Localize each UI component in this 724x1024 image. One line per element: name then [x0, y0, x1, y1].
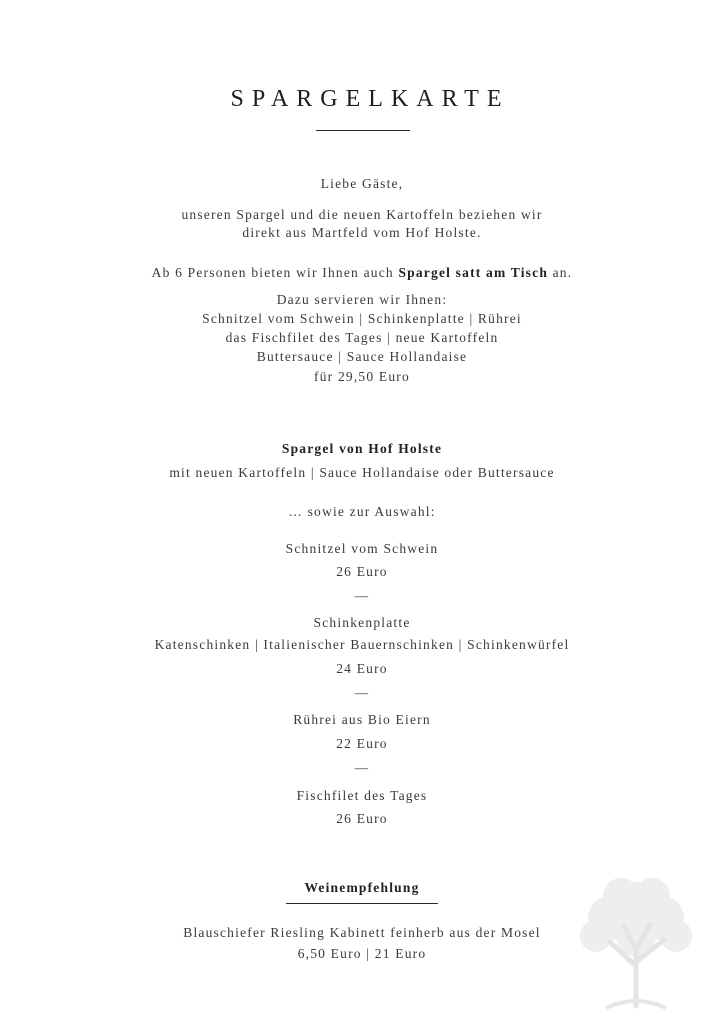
- main-heading: Spargel von Hof Holste: [281, 441, 443, 456]
- dish-name: Rührei aus Bio Eiern: [293, 712, 431, 727]
- wine-name: Blauschiefer Riesling Kabinett feinherb aus der Mosel: [183, 925, 541, 940]
- dish-name: Schinkenplatte: [313, 615, 411, 630]
- offer-text-pre: Ab 6 Personen bieten wir Ihnen auch: [151, 265, 399, 280]
- tree-watermark-icon: [566, 866, 706, 1016]
- intro-line-1: unseren Spargel und die neuen Kartoffeln beziehen wir: [181, 207, 543, 222]
- title-underline: [316, 130, 410, 131]
- dish-name: Fischfilet des Tages: [296, 788, 428, 803]
- dish-price: 26 Euro: [336, 811, 388, 826]
- serve-price: für 29,50 Euro: [314, 369, 410, 384]
- intro-line-2: direkt aus Martfeld vom Hof Holste.: [242, 225, 482, 240]
- dish-price: 24 Euro: [336, 661, 388, 676]
- offer-text-bold: Spargel satt am Tisch: [398, 265, 549, 280]
- serve-intro: Dazu servieren wir Ihnen:: [276, 292, 448, 307]
- serve-line-1: Schnitzel vom Schwein | Schinkenplatte | Rührei: [202, 311, 522, 326]
- dish-price: 22 Euro: [336, 736, 388, 751]
- serve-line-2: das Fischfilet des Tages | neue Kartoffeln: [225, 330, 499, 345]
- wine-underline: [286, 903, 438, 904]
- offer-text-post: an.: [548, 265, 573, 280]
- dish-separator: —: [354, 760, 370, 775]
- page-title: SPARGELKARTE: [230, 86, 510, 112]
- offer-line: [0, 263, 724, 283]
- dish-price: 26 Euro: [336, 564, 388, 579]
- dish-separator: —: [354, 588, 370, 603]
- serve-line-3: Buttersauce | Sauce Hollandaise: [256, 349, 468, 364]
- intro-greeting: Liebe Gäste,: [320, 176, 404, 191]
- wine-price: 6,50 Euro | 21 Euro: [297, 946, 427, 961]
- dish-separator: —: [354, 685, 370, 700]
- main-subheading: mit neuen Kartoffeln | Sauce Hollandaise oder Buttersauce: [169, 465, 555, 480]
- choice-intro: … sowie zur Auswahl:: [288, 504, 436, 519]
- dish-name: Schnitzel vom Schwein: [285, 541, 439, 556]
- dish-detail: Katenschinken | Italienischer Bauernschinken | Schinkenwürfel: [154, 637, 570, 652]
- wine-heading: Weinempfehlung: [304, 880, 420, 895]
